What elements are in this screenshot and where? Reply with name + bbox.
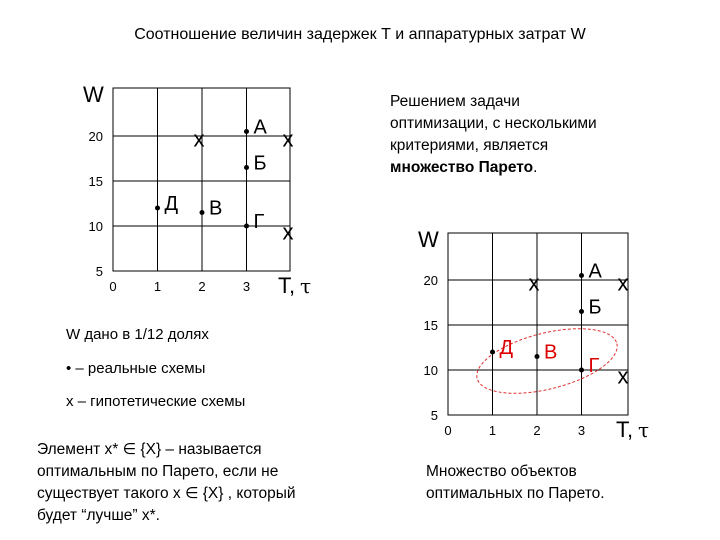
definition-line: Элемент x* ∈ {X} – называется xyxy=(37,441,262,458)
real-scheme-point xyxy=(155,206,160,211)
definition-line: будет “лучше” x*. xyxy=(37,507,160,524)
hypothetical-point: x xyxy=(193,126,205,152)
definition-line: оптимальным по Парето, если не xyxy=(37,463,279,480)
pareto-set-term: множество Парето xyxy=(390,159,534,176)
point-label-2: А xyxy=(588,260,602,283)
tau-symbol: τ xyxy=(300,274,312,298)
definition-line: существует такого x ∈ {X} , который xyxy=(37,485,296,502)
caption-line: Множество объектов xyxy=(426,463,577,480)
x-tick-label: 1 xyxy=(153,279,162,294)
w-note: W дано в 1/12 долях xyxy=(66,326,209,343)
y-tick-label: 10 xyxy=(423,363,438,378)
y-tick-label: 5 xyxy=(95,264,103,279)
x-axis-label: T, xyxy=(616,417,634,442)
point-label-1: В xyxy=(209,197,223,220)
point-label-2: Д xyxy=(499,337,514,359)
hypothetical-point: x xyxy=(617,270,629,296)
real-scheme-point xyxy=(244,129,249,134)
point-label-1: А xyxy=(253,116,267,139)
real-scheme-point xyxy=(535,354,540,359)
point-label-1: Б xyxy=(253,152,267,175)
hypothetical-point: x xyxy=(282,219,294,245)
x-tick-label: 1 xyxy=(488,423,497,438)
y-tick-label: 10 xyxy=(88,219,103,234)
y-tick-label: 15 xyxy=(423,318,438,333)
x-axis-label: T, xyxy=(278,273,296,298)
hypothetical-point: x xyxy=(528,270,540,296)
description-line: Решением задачи xyxy=(390,93,520,110)
real-scheme-point xyxy=(200,210,205,215)
x-tick-label: 0 xyxy=(444,423,452,438)
page-title: Соотношение величин задержек Т и аппаратурных затрат W xyxy=(134,26,586,43)
x-tick-label: 2 xyxy=(198,279,206,294)
real-scheme-point xyxy=(579,273,584,278)
real-scheme-point xyxy=(579,309,584,314)
real-scheme-point xyxy=(244,165,249,170)
x-tick-label: 2 xyxy=(533,423,541,438)
point-label-2: Г xyxy=(588,355,600,377)
point-label-2: Б xyxy=(588,296,602,319)
point-label-1: Г xyxy=(253,211,265,233)
description-line: критериями, является xyxy=(390,137,549,154)
x-tick-label: 3 xyxy=(577,423,586,438)
real-schemes-legend: • – реальные схемы xyxy=(66,360,206,377)
point-label-1: Д xyxy=(164,193,179,215)
real-scheme-point xyxy=(490,350,495,355)
y-axis-label: W xyxy=(418,227,439,252)
description-period: . xyxy=(533,159,538,176)
hypothetical-point: x xyxy=(282,126,294,152)
y-tick-label: 15 xyxy=(88,174,103,189)
y-tick-label: 20 xyxy=(423,273,438,288)
x-tick-label: 3 xyxy=(242,279,251,294)
tau-symbol: τ xyxy=(638,418,650,442)
point-label-2: В xyxy=(544,341,558,364)
real-scheme-point xyxy=(244,224,249,229)
y-tick-label: 20 xyxy=(88,129,103,144)
hypothetical-schemes-legend: x – гипотетические схемы xyxy=(66,393,246,410)
real-scheme-point xyxy=(579,368,584,373)
y-tick-label: 5 xyxy=(430,408,438,423)
hypothetical-point: x xyxy=(617,363,629,389)
description-line: оптимизации, с несколькими xyxy=(390,115,597,132)
x-tick-label: 0 xyxy=(109,279,117,294)
y-axis-label: W xyxy=(83,82,104,107)
caption-line: оптимальных по Парето. xyxy=(426,485,605,502)
